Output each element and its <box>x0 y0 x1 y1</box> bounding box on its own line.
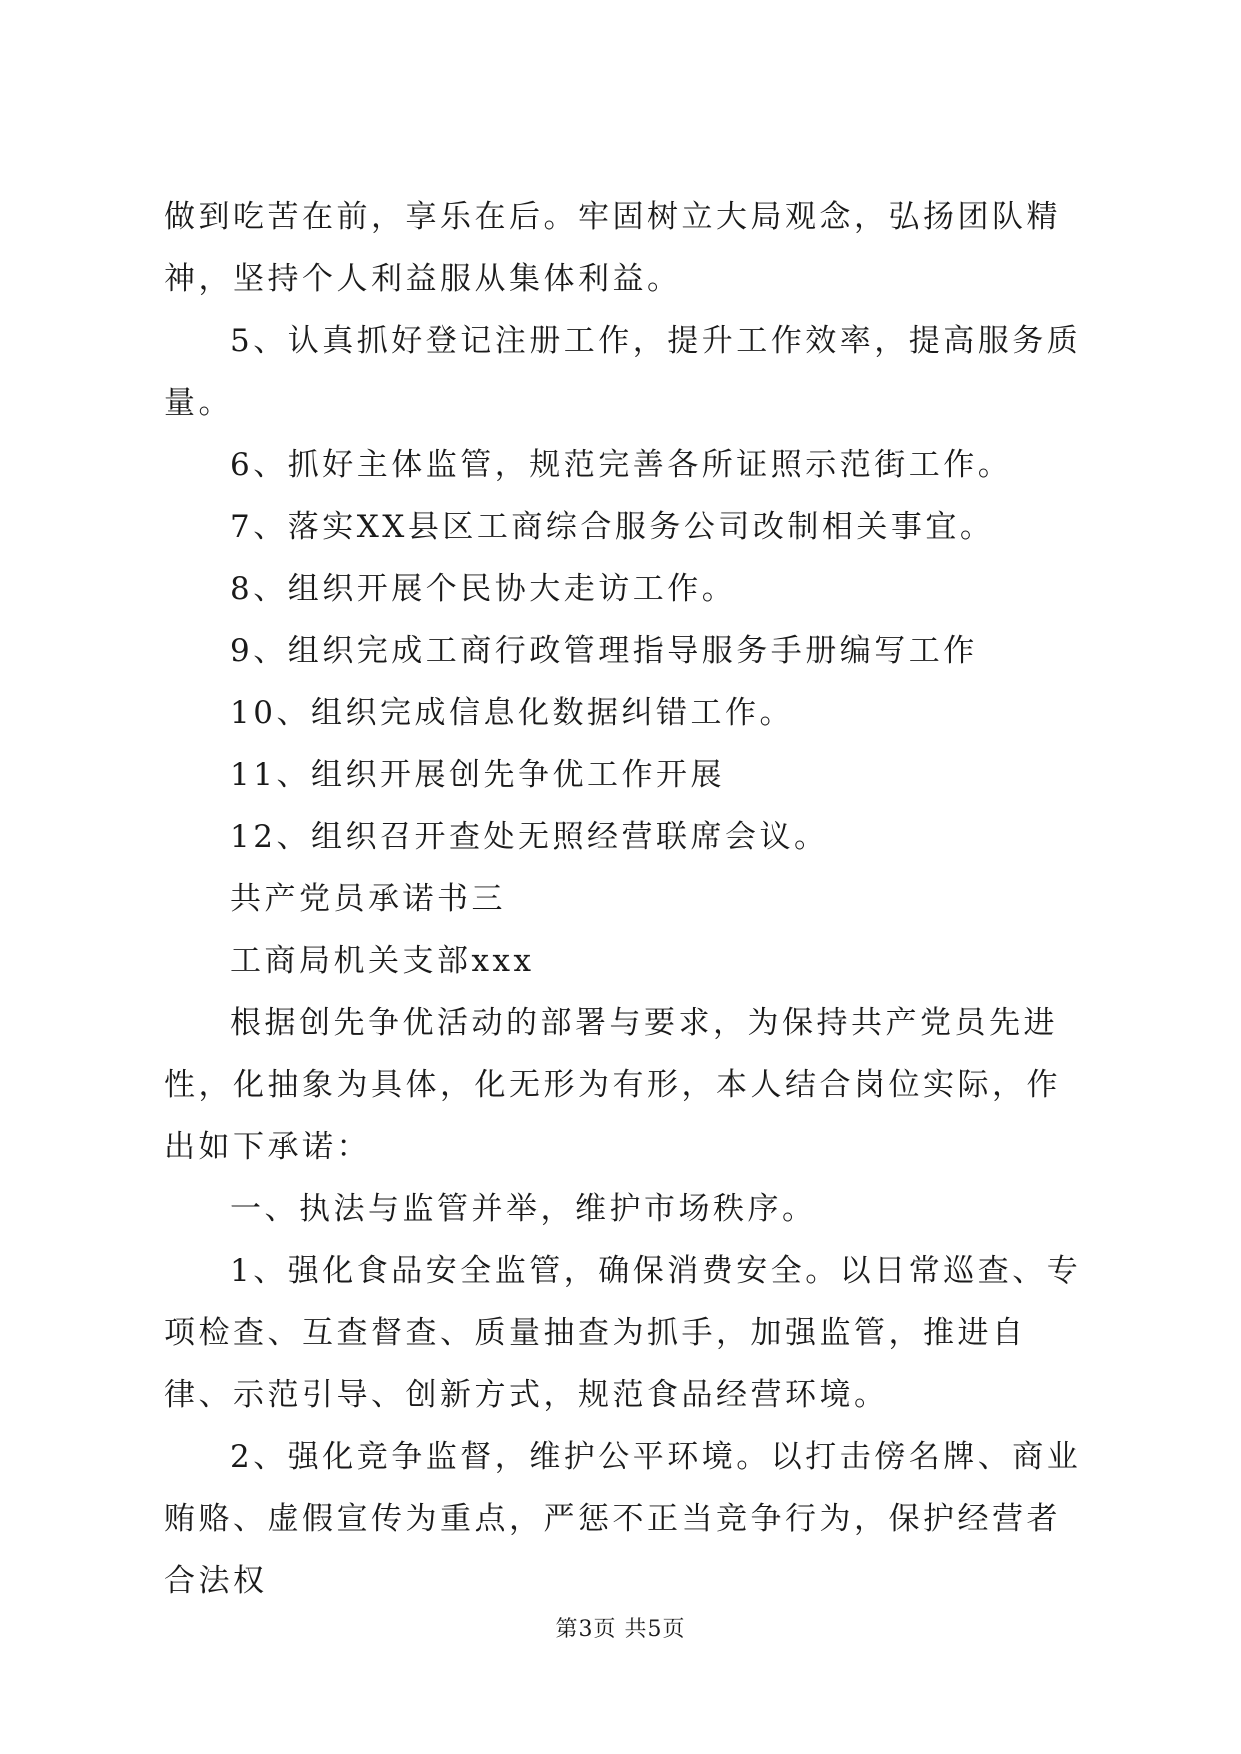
paragraph: 10、组织完成信息化数据纠错工作。 <box>230 695 794 731</box>
paragraph: 根据创先争优活动的部署与要求，为保持共产党员先进性，化抽象为具体，化无形为有形，本人结合岗位实际，作出如下承诺： <box>164 1005 1061 1165</box>
page-number: 第3页 共5页 <box>555 1617 686 1642</box>
paragraph: 1、强化食品安全监管，确保消费安全。以日常巡查、专项检查、互查督查、质量抽查为抓手，加强监管，推进自律、示范引导、创新方式，规范食品经营环境。 <box>164 1253 1082 1413</box>
paragraph: 9、组织完成工商行政管理指导服务手册编写工作 <box>230 633 978 669</box>
paragraph: 7、落实XX县区工商综合服务公司改制相关事宜。 <box>230 509 995 545</box>
document-body <box>164 186 1084 1612</box>
paragraph: 2、强化竞争监督，维护公平环境。以打击傍名牌、商业贿赂、虚假宣传为重点，严惩不正当竞争行为，保护经营者合法权 <box>164 1439 1082 1599</box>
paragraph: 11、组织开展创先争优工作开展 <box>230 757 725 793</box>
paragraph: 5、认真抓好登记注册工作，提升工作效率，提高服务质量。 <box>164 323 1082 421</box>
section-heading: 共产党员承诺书三 <box>230 881 506 917</box>
paragraph: 8、组织开展个民协大走访工作。 <box>230 571 737 607</box>
paragraph: 做到吃苦在前，享乐在后。牢固树立大局观念，弘扬团队精神，坚持个人利益服从集体利益。 <box>164 199 1061 297</box>
paragraph: 一、执法与监管并举，维护市场秩序。 <box>230 1191 817 1227</box>
paragraph: 12、组织召开查处无照经营联席会议。 <box>230 819 829 855</box>
author-line: 工商局机关支部xxx <box>230 943 535 979</box>
paragraph: 6、抓好主体监管，规范完善各所证照示范街工作。 <box>230 447 1013 483</box>
